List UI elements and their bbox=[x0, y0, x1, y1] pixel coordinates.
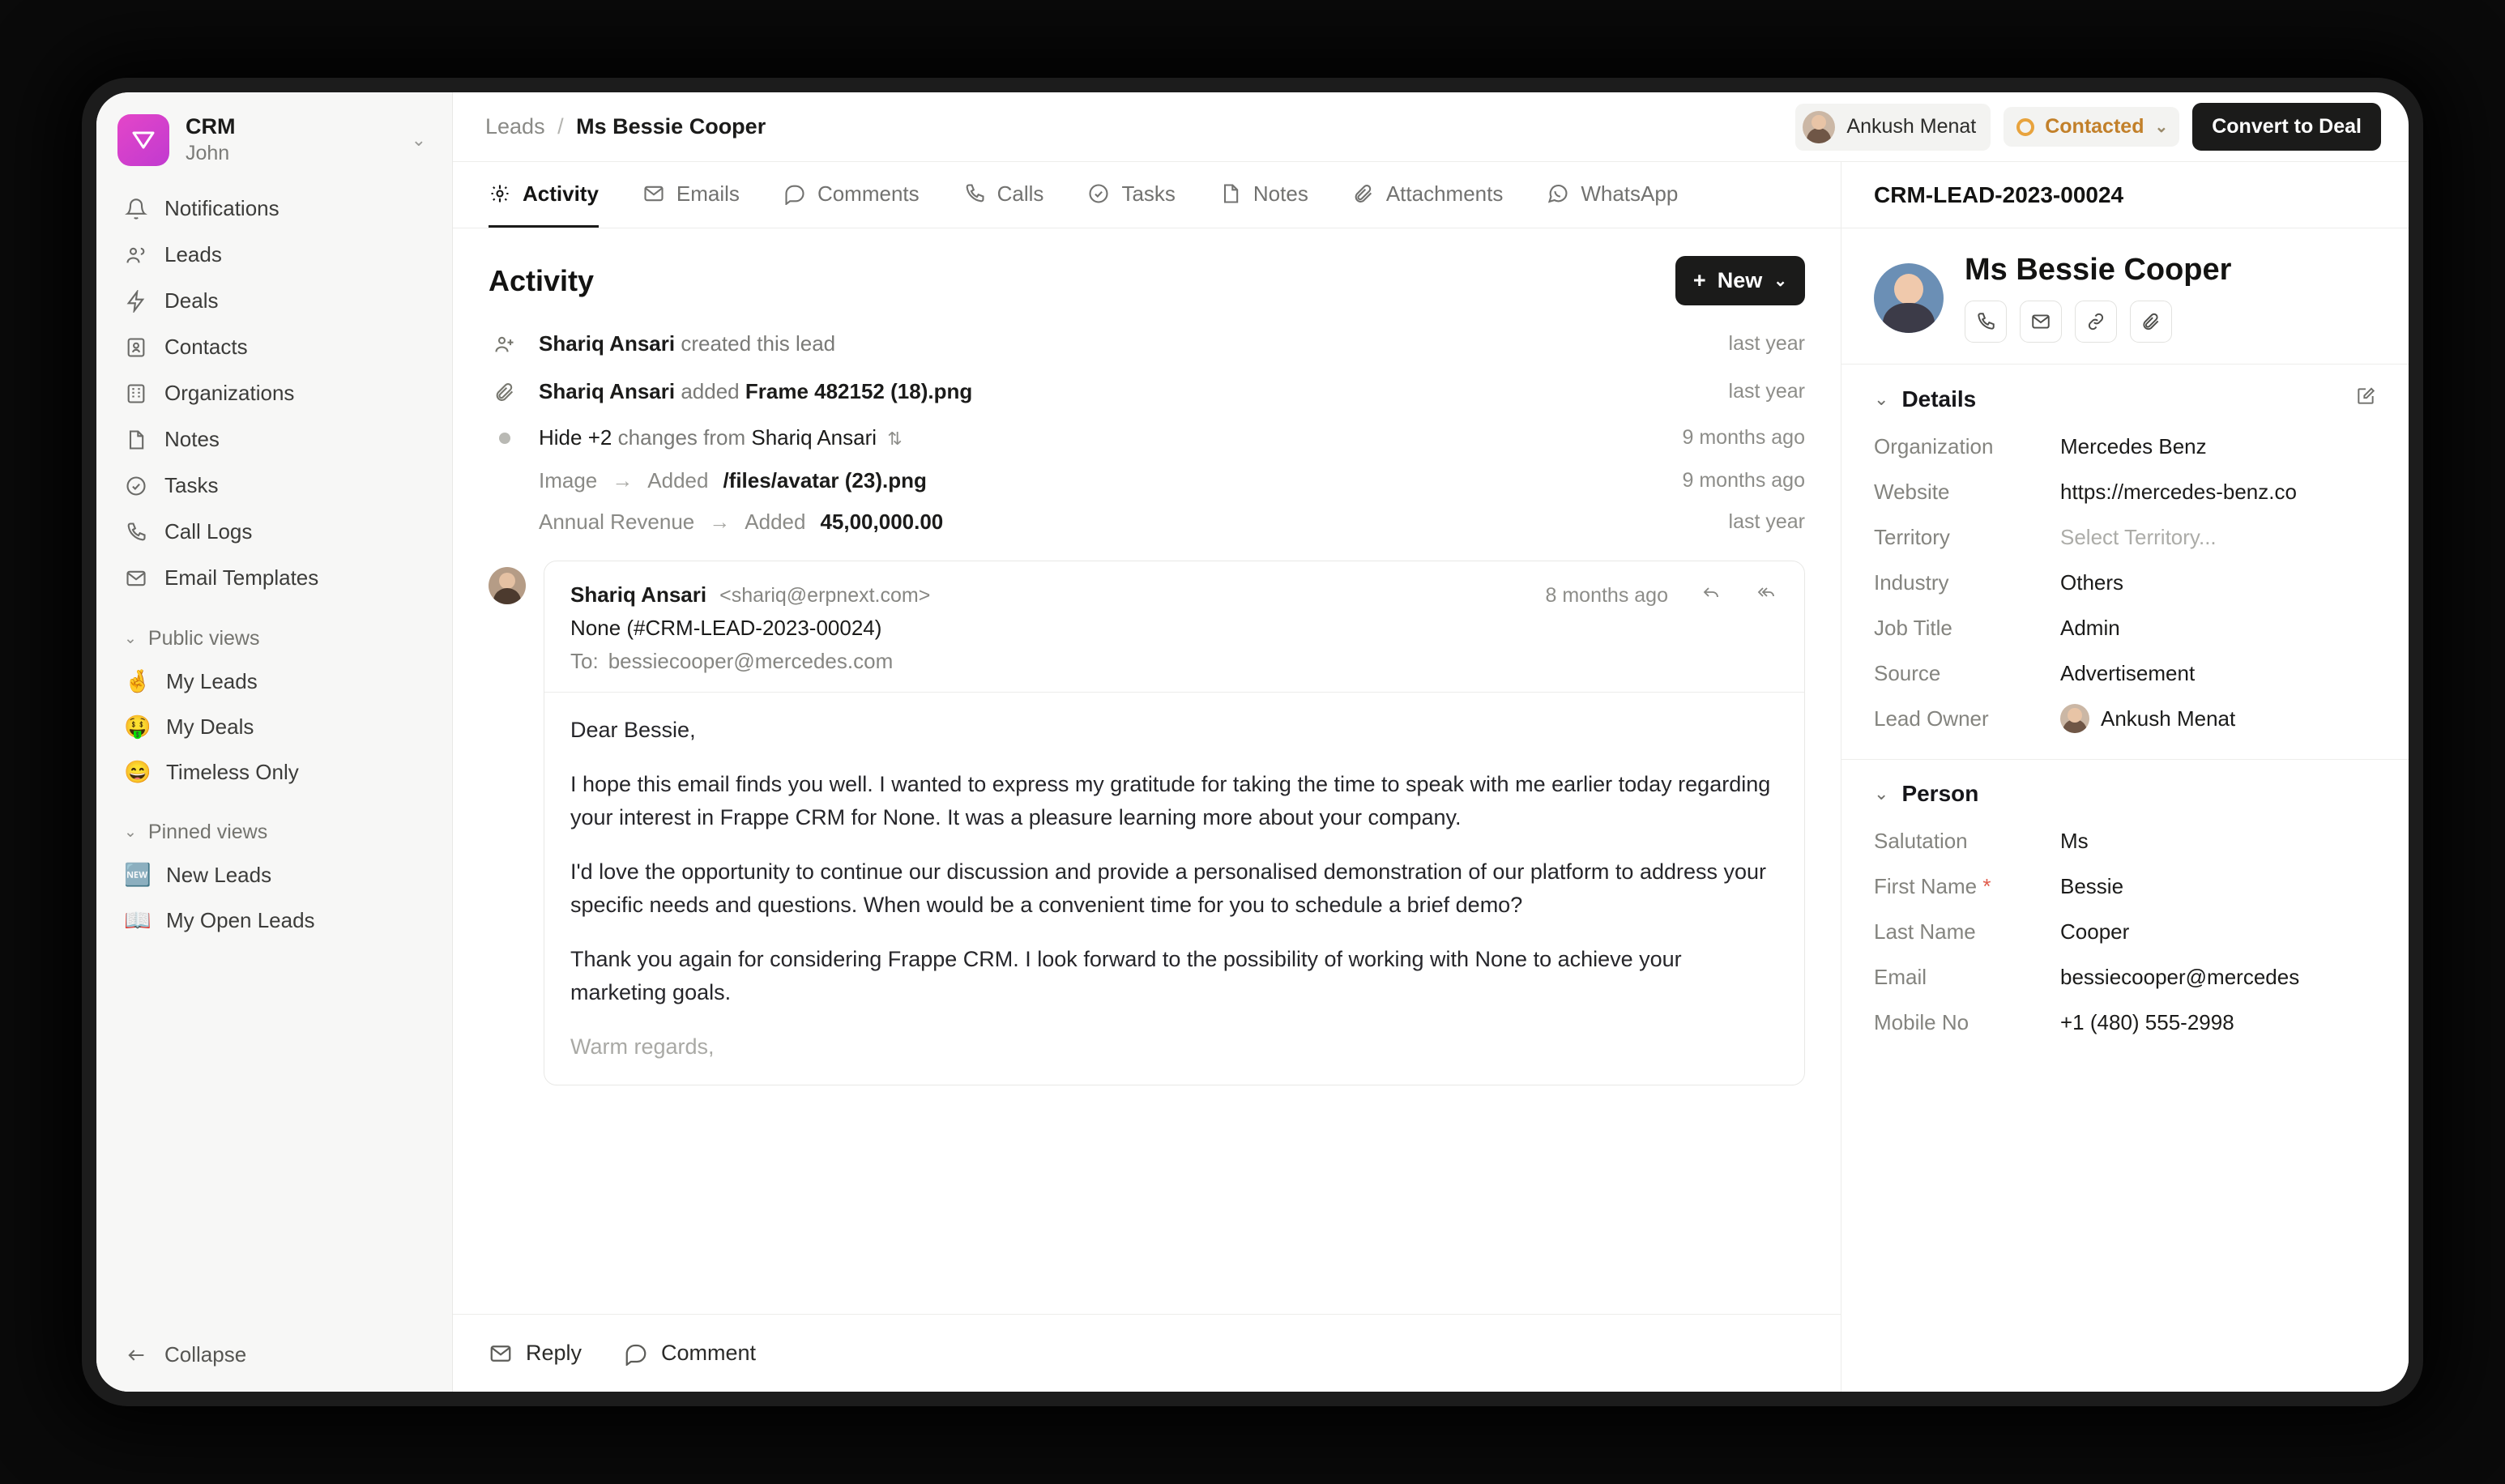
field-label: Last Name bbox=[1874, 919, 1976, 944]
field-value: Bessie bbox=[2060, 873, 2124, 898]
breadcrumb-root[interactable]: Leads bbox=[485, 114, 545, 139]
record-id: CRM-LEAD-2023-00024 bbox=[1841, 162, 2409, 228]
email-activity-item bbox=[489, 561, 1805, 1085]
notes-icon bbox=[124, 428, 148, 452]
main-area bbox=[453, 92, 2409, 1392]
email-body bbox=[570, 693, 1778, 1064]
avatar bbox=[2060, 704, 2089, 733]
email-paragraph: I hope this email finds you well. I wanted to express my gratitude for taking the time to speak with me earlier today regarding your interest in Frappe CRM for None. It was a pleasure learning more about your company. bbox=[570, 772, 1771, 830]
field-label: Email bbox=[1874, 964, 1927, 989]
field-label: Territory bbox=[1874, 524, 1950, 549]
hide-changes-row[interactable] bbox=[489, 416, 1805, 460]
collapse-label: Collapse bbox=[164, 1342, 247, 1367]
phone-icon bbox=[963, 182, 986, 205]
phone-icon bbox=[124, 520, 148, 544]
assignee-name: Ankush Menat bbox=[1846, 115, 1977, 138]
field-label: Job Title bbox=[1874, 615, 1952, 640]
deals-icon bbox=[124, 289, 148, 313]
field-value: +1 (480) 555-2998 bbox=[2060, 1009, 2234, 1034]
email-paragraph: Dear Bessie, bbox=[570, 718, 696, 742]
sidebar-item-label: Deals bbox=[164, 288, 219, 313]
activity-time: last year bbox=[1728, 510, 1805, 533]
contacts-icon bbox=[124, 335, 148, 360]
collapse-sidebar-button[interactable] bbox=[96, 1324, 452, 1392]
detail-row-job-title[interactable] bbox=[1841, 605, 2409, 650]
email-to-label: To: bbox=[570, 649, 599, 673]
note-icon bbox=[1219, 182, 1242, 205]
details-label: Details bbox=[1901, 386, 1977, 412]
book-icon: 📖 bbox=[124, 908, 151, 932]
chevron-down-icon: ⌄ bbox=[1874, 783, 1889, 804]
chevron-down-icon[interactable]: ⌄ bbox=[411, 129, 426, 150]
activity-title: Activity bbox=[489, 263, 595, 297]
tab-label: Tasks bbox=[1121, 181, 1176, 206]
new-badge-icon: 🆕 bbox=[124, 863, 151, 887]
field-value: Advertisement bbox=[2060, 660, 2196, 685]
sidebar-item-my-open-leads[interactable] bbox=[111, 898, 437, 943]
breadcrumb-separator: / bbox=[557, 114, 564, 139]
tab-activity[interactable] bbox=[489, 162, 599, 228]
attachment-icon[interactable] bbox=[2130, 301, 2172, 343]
pinned-views-label: Pinned views bbox=[147, 821, 268, 843]
sidebar-item-label: Timeless Only bbox=[166, 759, 299, 784]
tab-emails[interactable] bbox=[642, 162, 740, 228]
arrow-right-icon: → bbox=[709, 510, 731, 534]
email-paragraph: I'd love the opportunity to continue our discussion and provide a personalised demonstration of our platform to address your specific needs and questions. When would be a convenient time for you to schedule a brief demo? bbox=[570, 859, 1767, 918]
hide-actor: Shariq Ansari bbox=[751, 425, 877, 450]
sidebar-item-call-logs[interactable] bbox=[111, 509, 437, 555]
crm-app-window bbox=[96, 92, 2409, 1392]
tab-label: WhatsApp bbox=[1581, 181, 1679, 206]
field-label: Mobile No bbox=[1874, 1009, 1969, 1034]
sidebar-item-label: Email Templates bbox=[164, 565, 319, 590]
field-label: Lead Owner bbox=[1874, 706, 1989, 731]
sidebar-item-leads[interactable] bbox=[111, 232, 437, 278]
email-sender-address: <shariq@erpnext.com> bbox=[719, 584, 931, 607]
field-label-text: First Name bbox=[1874, 873, 1978, 898]
activity-time: last year bbox=[1728, 380, 1805, 403]
avatar bbox=[489, 567, 526, 604]
activity-event-text bbox=[539, 379, 972, 404]
sidebar-item-label: Contacts bbox=[164, 335, 248, 359]
sidebar-spacer bbox=[96, 943, 452, 1324]
money-face-icon: 🤑 bbox=[124, 714, 151, 739]
attachment-icon bbox=[1352, 182, 1375, 205]
tab-tasks[interactable] bbox=[1087, 162, 1175, 228]
field-value: bessiecooper@mercedes bbox=[2060, 964, 2300, 989]
detail-row-website[interactable] bbox=[1841, 469, 2409, 514]
person-hero-text bbox=[1965, 253, 2231, 343]
sidebar-item-organizations[interactable] bbox=[111, 370, 437, 416]
public-views-label: Public views bbox=[147, 627, 260, 650]
activity-event bbox=[489, 320, 1805, 368]
field-label: Industry bbox=[1874, 569, 1949, 595]
tab-comments[interactable] bbox=[783, 162, 920, 228]
organizations-icon bbox=[124, 382, 148, 406]
tab-label: Attachments bbox=[1385, 181, 1504, 206]
change-field: Image bbox=[539, 468, 598, 493]
activity-action: created this lead bbox=[681, 331, 836, 356]
plus-icon: + bbox=[1692, 268, 1706, 292]
required-marker: * bbox=[1982, 873, 1991, 898]
sidebar-item-tasks[interactable] bbox=[111, 463, 437, 509]
topbar bbox=[453, 92, 2409, 162]
hide-middle: changes from bbox=[617, 425, 746, 450]
tab-whatsapp[interactable] bbox=[1547, 162, 1678, 228]
detail-row-source[interactable] bbox=[1841, 650, 2409, 696]
email-paragraph: Thank you again for considering Frappe CRM. I look forward to the possibility of working with None to achieve your marketing goals. bbox=[570, 947, 1682, 1005]
sidebar-item-label: My Open Leads bbox=[166, 907, 315, 932]
status-label: Contacted bbox=[2045, 115, 2144, 138]
field-value-wrapper bbox=[2060, 704, 2376, 733]
brand-title: CRM bbox=[186, 114, 236, 139]
field-label: Website bbox=[1874, 479, 1950, 504]
brand-text bbox=[186, 113, 395, 166]
hide-changes-text bbox=[539, 425, 903, 450]
person-quick-actions bbox=[1965, 301, 2231, 343]
sidebar-nav bbox=[96, 181, 452, 601]
email-subject: None (#CRM-LEAD-2023-00024) bbox=[570, 616, 882, 640]
change-row bbox=[489, 501, 1805, 543]
activity-footer bbox=[453, 1314, 1841, 1392]
activity-icon bbox=[489, 182, 511, 205]
tasks-icon bbox=[124, 474, 148, 498]
status-dot-icon bbox=[2016, 118, 2034, 136]
email-header bbox=[570, 582, 1778, 608]
collapse-arrow-icon bbox=[124, 1343, 148, 1367]
content-area bbox=[453, 162, 2409, 1392]
new-button-label: New bbox=[1717, 268, 1763, 292]
tab-label: Calls bbox=[996, 181, 1044, 206]
change-value: /files/avatar (23).png bbox=[723, 468, 927, 493]
sidebar-item-email-templates[interactable] bbox=[111, 555, 437, 601]
hide-count: +2 bbox=[587, 425, 612, 450]
email-icon bbox=[642, 182, 665, 205]
status-badge[interactable] bbox=[2004, 107, 2179, 147]
brand-switcher[interactable] bbox=[96, 92, 452, 181]
new-button[interactable] bbox=[1675, 256, 1805, 305]
reply-label: Reply bbox=[526, 1341, 583, 1365]
tab-label: Comments bbox=[817, 181, 920, 206]
activity-time: 9 months ago bbox=[1682, 426, 1805, 449]
person-row-mobile-no[interactable] bbox=[1841, 1000, 2409, 1045]
breadcrumb bbox=[485, 114, 766, 139]
sidebar-item-label: Leads bbox=[164, 242, 222, 267]
field-label bbox=[1874, 874, 2060, 899]
change-action: Added bbox=[745, 510, 806, 534]
person-label: Person bbox=[1901, 781, 1979, 806]
bell-icon bbox=[124, 197, 148, 221]
crm-logo-icon bbox=[117, 114, 169, 166]
chevron-down-icon: ⌄ bbox=[1773, 272, 1787, 290]
field-value: https://mercedes-benz.co bbox=[2060, 479, 2297, 504]
activity-action: added bbox=[681, 379, 740, 403]
activity-time: 9 months ago bbox=[1682, 469, 1805, 492]
leads-icon bbox=[124, 243, 148, 267]
sidebar-item-notifications[interactable] bbox=[111, 186, 437, 232]
reply-all-icon[interactable] bbox=[1754, 582, 1778, 608]
detail-row-organization[interactable] bbox=[1841, 424, 2409, 469]
assignee-chip[interactable] bbox=[1795, 104, 1991, 151]
change-action: Added bbox=[647, 468, 709, 493]
field-label: Organization bbox=[1874, 433, 1994, 458]
field-value: Others bbox=[2060, 569, 2124, 595]
person-row-first-name[interactable] bbox=[1841, 864, 2409, 909]
activity-detail: Frame 482152 (18).png bbox=[745, 379, 973, 403]
sidebar-item-notes[interactable] bbox=[111, 416, 437, 463]
task-icon bbox=[1087, 182, 1110, 205]
tab-bar bbox=[453, 162, 1841, 228]
chevron-down-icon: ⌄ bbox=[124, 824, 137, 841]
email-time: 8 months ago bbox=[1545, 584, 1668, 607]
details-section-header[interactable] bbox=[1841, 365, 2409, 424]
activity-actor: Shariq Ansari bbox=[539, 379, 676, 403]
sidebar-item-label: New Leads bbox=[166, 862, 272, 887]
avatar bbox=[1803, 111, 1835, 143]
sidebar-item-label: My Deals bbox=[166, 714, 254, 739]
field-value: Ankush Menat bbox=[2101, 706, 2236, 731]
chevron-down-icon: ⌄ bbox=[124, 630, 137, 647]
sidebar-item-contacts[interactable] bbox=[111, 324, 437, 370]
detail-row-territory[interactable] bbox=[1841, 514, 2409, 560]
activity-feed[interactable] bbox=[453, 320, 1841, 1314]
field-value: Admin bbox=[2060, 615, 2120, 640]
chevron-down-icon: ⌄ bbox=[1874, 388, 1889, 409]
field-value: Select Territory... bbox=[2060, 524, 2217, 549]
field-value: Ms bbox=[2060, 828, 2089, 853]
convert-to-deal-button[interactable]: Convert to Deal bbox=[2192, 103, 2381, 151]
person-section-header[interactable] bbox=[1841, 760, 2409, 818]
reply-button[interactable] bbox=[489, 1341, 582, 1366]
email-recipient-row bbox=[570, 649, 1778, 674]
device-frame bbox=[82, 78, 2423, 1406]
breadcrumb-current: Ms Bessie Cooper bbox=[576, 114, 766, 139]
tab-label: Notes bbox=[1252, 181, 1308, 206]
activity-actor: Shariq Ansari bbox=[539, 331, 676, 356]
person-row-email[interactable] bbox=[1841, 954, 2409, 1000]
comment-icon bbox=[783, 182, 806, 205]
sidebar-item-label: Notifications bbox=[164, 196, 280, 220]
pinned-views-header[interactable] bbox=[96, 809, 452, 852]
right-panel bbox=[1841, 162, 2409, 1392]
smile-icon: 😄 bbox=[124, 760, 151, 784]
mail-icon bbox=[124, 566, 148, 591]
change-row bbox=[489, 460, 1805, 501]
avatar[interactable] bbox=[1874, 263, 1944, 333]
attachment-icon bbox=[489, 381, 521, 403]
call-icon[interactable] bbox=[1965, 301, 2007, 343]
hide-label[interactable]: Hide bbox=[539, 425, 583, 450]
detail-row-lead-owner[interactable] bbox=[1841, 696, 2409, 741]
email-paragraph: Warm regards, bbox=[570, 1034, 715, 1060]
public-views-header[interactable] bbox=[96, 616, 452, 659]
activity-event-text bbox=[539, 331, 835, 356]
person-name: Ms Bessie Cooper bbox=[1965, 253, 2232, 287]
sidebar-item-timeless-only[interactable] bbox=[111, 749, 437, 795]
person-add-icon bbox=[489, 333, 521, 356]
field-label: Salutation bbox=[1874, 828, 1968, 853]
person-hero bbox=[1841, 228, 2409, 365]
sidebar-item-label: Notes bbox=[164, 427, 220, 451]
activity-header bbox=[453, 228, 1841, 320]
email-card[interactable] bbox=[544, 561, 1805, 1085]
tab-label: Activity bbox=[523, 181, 599, 206]
reply-icon[interactable] bbox=[1699, 582, 1723, 608]
activity-column bbox=[453, 162, 1841, 1392]
mail-icon bbox=[489, 1341, 513, 1366]
field-value: Mercedes Benz bbox=[2060, 433, 2207, 458]
sidebar-item-label: Call Logs bbox=[164, 519, 253, 544]
email-icon[interactable] bbox=[2020, 301, 2062, 343]
hand-icon: 🤞 bbox=[124, 669, 151, 693]
comment-icon bbox=[624, 1341, 648, 1366]
chevron-down-icon: ⌄ bbox=[2154, 118, 2169, 136]
whatsapp-icon bbox=[1547, 182, 1569, 205]
sidebar bbox=[96, 92, 453, 1392]
arrow-right-icon: → bbox=[612, 468, 634, 493]
sidebar-item-my-deals[interactable] bbox=[111, 704, 437, 749]
activity-time: last year bbox=[1728, 332, 1805, 355]
email-to-address: bessiecooper@mercedes.com bbox=[608, 649, 894, 673]
sidebar-item-deals[interactable] bbox=[111, 278, 437, 324]
person-row-last-name[interactable] bbox=[1841, 909, 2409, 954]
sidebar-item-label: Organizations bbox=[164, 381, 295, 405]
brand-user: John bbox=[186, 141, 230, 164]
tab-attachments[interactable] bbox=[1352, 162, 1504, 228]
link-icon[interactable] bbox=[2075, 301, 2117, 343]
change-value: 45,00,000.00 bbox=[820, 510, 944, 534]
edit-icon[interactable] bbox=[2355, 386, 2376, 412]
field-value: Cooper bbox=[2060, 919, 2130, 944]
comment-label: Comment bbox=[661, 1341, 757, 1365]
person-row-salutation[interactable] bbox=[1841, 818, 2409, 864]
activity-event bbox=[489, 368, 1805, 416]
comment-button[interactable] bbox=[624, 1341, 756, 1366]
sidebar-item-my-leads[interactable] bbox=[111, 659, 437, 704]
change-field: Annual Revenue bbox=[539, 510, 695, 534]
bullet-icon bbox=[489, 433, 521, 444]
tab-notes[interactable] bbox=[1219, 162, 1308, 228]
sort-toggle-icon[interactable]: ⇅ bbox=[887, 429, 903, 449]
tab-label: Emails bbox=[676, 181, 740, 206]
sidebar-item-new-leads[interactable] bbox=[111, 852, 437, 898]
detail-row-industry[interactable] bbox=[1841, 560, 2409, 605]
sidebar-item-label: Tasks bbox=[164, 473, 219, 497]
sidebar-item-label: My Leads bbox=[166, 668, 258, 693]
email-sender: Shariq Ansari bbox=[570, 582, 707, 607]
field-label: Source bbox=[1874, 660, 1941, 685]
tab-calls[interactable] bbox=[963, 162, 1044, 228]
